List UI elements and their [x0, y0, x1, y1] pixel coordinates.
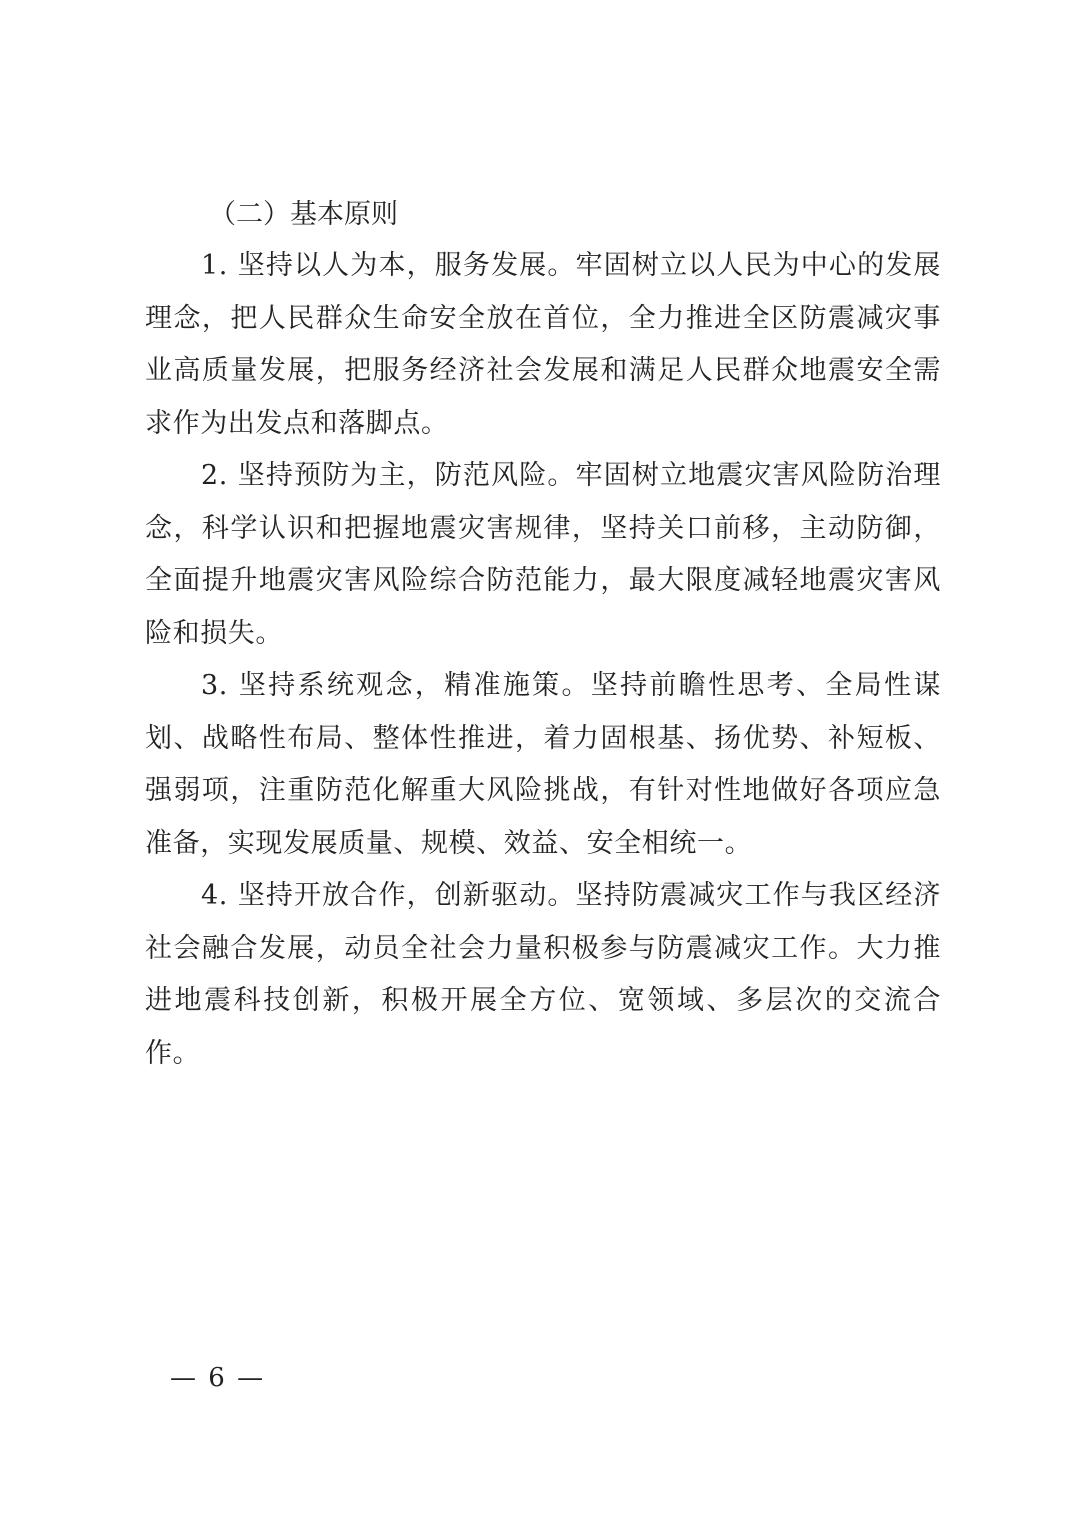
principle-paragraph-3: 3. 坚持系统观念，精准施策。坚持前瞻性思考、全局性谋划、战略性布局、整体性推进，着力固根基、扬优势、补短板、强弱项，注重防范化解重大风险挑战，有针对性地做好各项应急准备，实现发展质量、规模、效益、安全相统一。	[145, 670, 941, 859]
principle-paragraph-2: 2. 坚持预防为主，防范风险。牢固树立地震灾害风险防治理念，科学认识和把握地震灾害规律，坚持关口前移，主动防御，全面提升地震灾害风险综合防范能力，最大限度减轻地震灾害风险和损失。	[145, 460, 941, 649]
section-heading: （二）基本原则	[209, 199, 398, 230]
document-body	[145, 190, 941, 1080]
principle-paragraph-4: 4. 坚持开放合作，创新驱动。坚持防震减灾工作与我区经济社会融合发展，动员全社会力量积极参与防震减灾工作。大力推进地震科技创新，积极开展全方位、宽领域、多层次的交流合作。	[145, 880, 941, 1069]
principle-paragraph-1: 1. 坚持以人为本，服务发展。牢固树立以人民为中心的发展理念，把人民群众生命安全放在首位，全力推进全区防震减灾事业高质量发展，把服务经济社会发展和满足人民群众地震安全需求作为出发点和落脚点。	[145, 250, 941, 439]
page-number: — 6 —	[170, 1363, 266, 1393]
